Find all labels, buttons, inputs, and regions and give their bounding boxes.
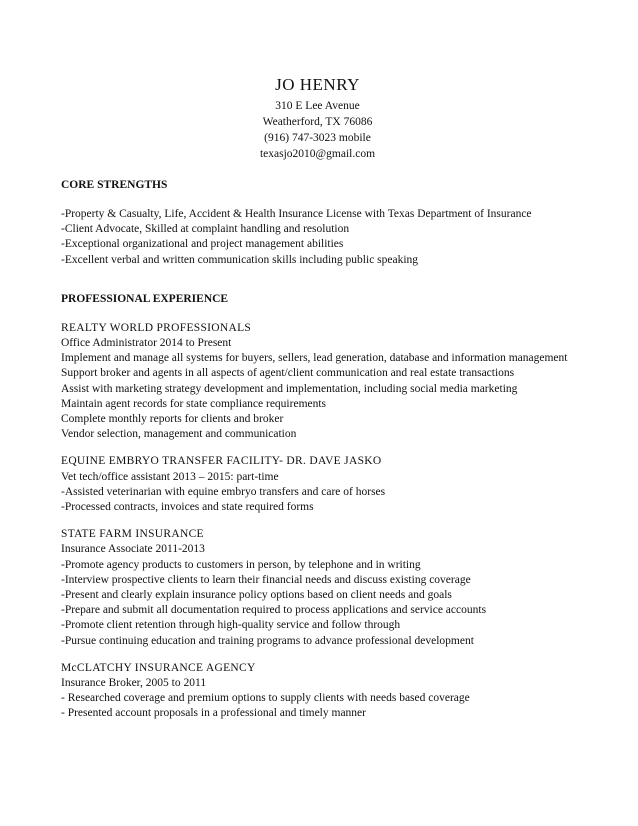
job-duty: - Researched coverage and premium options to supply clients with needs based coverage xyxy=(61,692,470,705)
job-company: REALTY WORLD PROFESSIONALS xyxy=(61,321,252,334)
address-line: 310 E Lee Avenue xyxy=(275,100,360,112)
core-strengths-title: CORE STRENGTHS xyxy=(61,179,168,191)
core-strength-item: -Exceptional organizational and project management abilities xyxy=(61,238,344,251)
job-role: Office Administrator 2014 to Present xyxy=(61,337,232,350)
job-duty: -Present and clearly explain insurance policy options based on client needs and goals xyxy=(61,589,452,602)
city-line: Weatherford, TX 76086 xyxy=(262,116,373,128)
core-strength-item: -Property & Casualty, Life, Accident & Health Insurance License with Texas Department of Insurance xyxy=(61,208,532,220)
job-role: Insurance Associate 2011-2013 xyxy=(61,543,205,556)
job-entry xyxy=(61,527,581,649)
experience-title: PROFESSIONAL EXPERIENCE xyxy=(61,292,229,305)
email-line: texasjo2010@gmail.com xyxy=(259,148,376,160)
job-duty: - Presented account proposals in a professional and timely manner xyxy=(61,707,366,720)
job-duty: -Prepare and submit all documentation required to process applications and service accounts xyxy=(61,604,487,617)
resume-body xyxy=(61,178,581,722)
job-duty: -Interview prospective clients to learn their financial needs and discuss existing coverage xyxy=(61,573,471,586)
job-role: Vet tech/office assistant 2013 – 2015: part-time xyxy=(61,470,279,483)
job-duty: Assist with marketing strategy development and implementation, including social media marketing xyxy=(61,382,518,395)
resume-header xyxy=(250,75,385,162)
job-duty: -Assisted veterinarian with equine embryo transfers and care of horses xyxy=(61,485,386,498)
core-strengths-list xyxy=(61,207,581,268)
job-role: Insurance Broker, 2005 to 2011 xyxy=(61,677,207,690)
job-duty: Implement and manage all systems for buyers, sellers, lead generation, database and information management xyxy=(61,352,568,365)
job-duty: Support broker and agents in all aspects of agent/client communication and real estate transactions xyxy=(61,367,515,380)
job-duty: -Promote client retention through high-quality service and follow through xyxy=(61,619,401,632)
job-company: STATE FARM INSURANCE xyxy=(61,528,204,541)
phone-line: (916) 747-3023 mobile xyxy=(264,132,371,144)
job-duty: Maintain agent records for state compliance requirements xyxy=(61,397,327,410)
job-duty: Vendor selection, management and communication xyxy=(61,428,297,441)
core-strength-item: -Client Advocate, Skilled at complaint handling and resolution xyxy=(61,223,350,236)
job-entry xyxy=(61,661,581,722)
job-entry xyxy=(61,321,581,443)
job-company: EQUINE EMBRYO TRANSFER FACILITY- DR. DAVE JASKO xyxy=(61,455,382,468)
job-entry xyxy=(61,454,581,515)
job-duty: -Promote agency products to customers in person, by telephone and in writing xyxy=(61,558,421,571)
candidate-name: JO HENRY xyxy=(275,75,360,94)
job-duty: -Pursue continuing education and training programs to advance professional development xyxy=(61,634,474,647)
job-duty: -Processed contracts, invoices and state required forms xyxy=(61,501,314,514)
job-company: McCLATCHY INSURANCE AGENCY xyxy=(61,661,256,674)
job-duty: Complete monthly reports for clients and broker xyxy=(61,413,284,426)
core-strength-item: -Excellent verbal and written communication skills including public speaking xyxy=(61,253,419,266)
